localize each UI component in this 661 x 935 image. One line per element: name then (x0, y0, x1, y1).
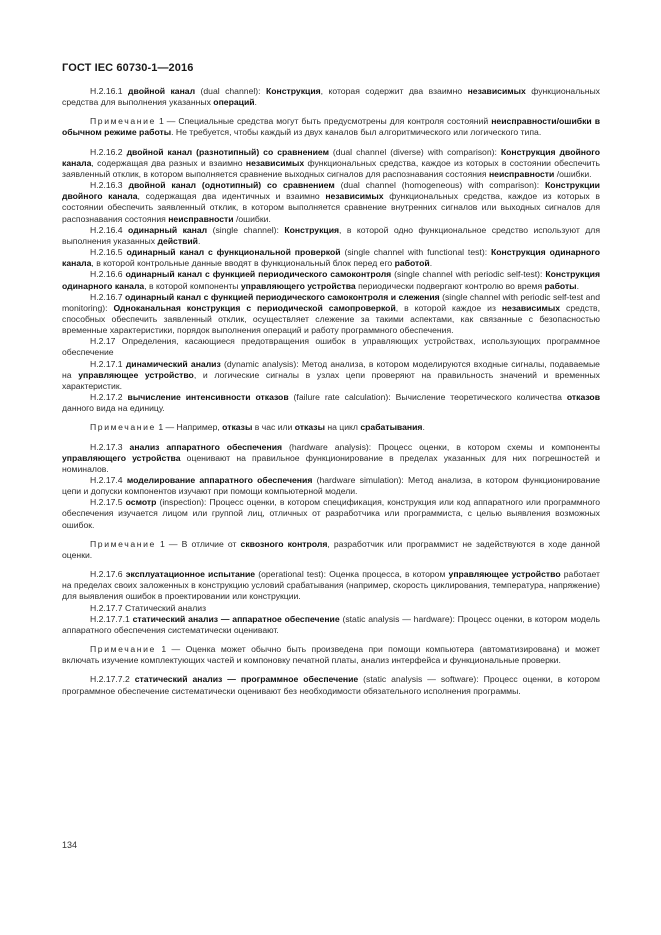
paragraph: Н.2.16.4 одинарный канал (single channel): Конструкция, в которой одно функциональное средство используют для выполнения указанных действий. (62, 224, 600, 246)
page-number: 134 (62, 840, 78, 850)
paragraph: Н.2.16.6 одинарный канал с функцией периодического самоконтроля (single channel with periodic self-test): Конструкция одинарного канала, в которой компоненты управляющего устройства периодически подвергают контролю во время работы. (62, 269, 600, 291)
paragraph: Примечание 1 — Специальные средства могут быть предусмотрены для контроля состояний неисправности/ошибки в обычном режиме работы. Не требуется, чтобы каждый из двух каналов был алгоритмического или логического типа. (62, 116, 601, 138)
paragraph: Н.2.17.7.2 статический анализ — программное обеспечение (static analysis — software): Процесс оценки, в котором программное обеспечение систематически оценивают без необходимости обязательного исполнения программы. (62, 674, 600, 696)
paragraph: Н.2.17.3 анализ аппаратного обеспечения (hardware analysis): Процесс оценки, в котором схемы и компоненты управляющего устройства оценивают на правильное функционирование в пределах указанных для них погрешностей и номиналов. (62, 441, 600, 474)
paragraph: Н.2.17.4 моделирование аппаратного обеспечения (hardware simulation): Метод анализа, в котором функционирование цепи и допуски компонентов изучают при помощи компьютерной модели. (62, 475, 600, 497)
paragraph: Н.2.17.7.1 статический анализ — аппаратное обеспечение (static analysis — hardware): Процесс оценки, в котором модель аппаратного обеспечения систематически оценивают. (62, 613, 600, 635)
paragraph: Н.2.16.1 двойной канал (dual channel): Конструкция, которая содержит два взаимно независимых функциональных средства для выполнения указанных операций. (62, 86, 600, 108)
paragraph: Н.2.17.1 динамический анализ (dynamic analysis): Метод анализа, в котором моделируются входные сигналы, подаваемые на управляющее устройство, и логические сигналы в узлах цепи проверяют на правильность значений и временных характеристик. (62, 358, 600, 391)
paragraph: Н.2.16.5 одинарный канал с функциональной проверкой (single channel with functional test): Конструкция одинарного канала, в которой контрольные данные вводят в функциональный блок перед его работой. (62, 247, 600, 269)
paragraph: Н.2.16.2 двойной канал (разнотипный) со сравнением (dual channel (diverse) with comparison): Конструкция двойного канала, содержащая два разных и взаимно независимых функциональных средства, каждое из которых в состоянии обеспечить заявленный отклик, в котором выполняется сравнение выходных сигналов для распознавания состояния неисправности /ошибки. (62, 146, 600, 179)
paragraph: Н.2.16.3 двойной канал (однотипный) со сравнением (dual channel (homogeneous) with comparison): Конструкции двойного канала, содержащая два идентичных и взаимно независимых функциональных средства, каждое из которых в состоянии обеспечить заявленный отклик, в котором выполняется сравнение внутренних сигналов или выходных сигналов для распознавания состояния неисправности /ошибки. (62, 180, 600, 224)
paragraph: Н.2.17.2 вычисление интенсивности отказов (failure rate calculation): Вычисление теоретического количества отказов данного вида на единицу. (62, 392, 600, 414)
paragraph: Примечание 1 — Оценка может обычно быть произведена при помощи компьютера (автоматизирована) и может включать изучение комплектующих частей и компоновку печатной платы, анализ интерфейса и функциональные проверки. (62, 644, 600, 666)
paragraph: Н.2.17.6 эксплуатационное испытание (operational test): Оценка процесса, в котором управляющее устройство работает на пределах своих заложенных в конструкцию условий срабатывания (например, скорость циклирования, температура, напряжение) для выявления ошибок в проектировании или конструкции. (62, 569, 600, 602)
paragraph: Н.2.17 Определения, касающиеся предотвращения ошибок в управляющих устройствах, использующих программное обеспечение (62, 336, 600, 358)
paragraph: Примечание 1 — В отличие от сквозного контроля, разработчик или программист не задействуются в ходе данной оценки. (62, 538, 600, 560)
document-header: ГОСТ IEC 60730-1—2016 (62, 62, 194, 74)
paragraph: Н.2.17.7 Статический анализ (90, 602, 207, 613)
paragraph: Примечание 1 — Например, отказы в час или отказы на цикл срабатывания. (90, 422, 425, 433)
paragraph: Н.2.16.7 одинарный канал с функцией периодического самоконтроля и слежения (single channel with periodic self-test and monitoring): Одноканальная конструкция с периодической самопроверкой, в которой каждое из независимых средств, способных обеспечить заявленный отклик, осуществляет слежение за такими аспектами, как связанные с безопасностью временные характеристики, порядок выполнения операций и работу программного обеспечения. (62, 291, 600, 336)
document-body (62, 86, 600, 697)
paragraph: Н.2.17.5 осмотр (inspection): Процесс оценки, в котором спецификация, конструкция или код аппаратного или программного обеспечения изучается лицом или группой лиц, отличных от разработчика или программиста, с целью выявления возможных ошибок. (62, 497, 600, 530)
